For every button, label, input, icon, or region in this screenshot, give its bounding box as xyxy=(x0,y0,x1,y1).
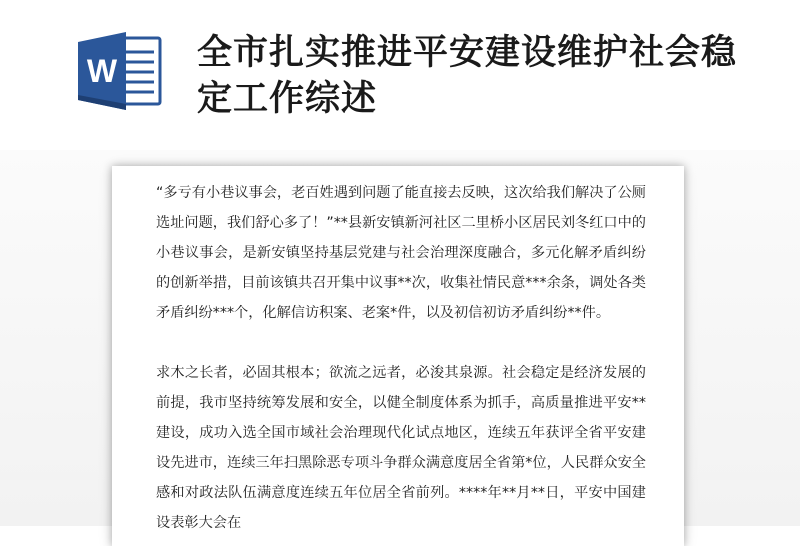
word-icon-letter: W xyxy=(86,53,118,89)
word-document-icon xyxy=(78,32,164,110)
paragraph-1: “多亏有小巷议事会，老百姓遇到问题了能直接去反映，这次给我们解决了公厕选址问题，我们舒心多了！”**县新安镇新河社区二里桥小区居民刘冬红口中的小巷议事会，是新安镇坚持基层党建与社会治理深度融合，多元化解矛盾纠纷的创新举措，目前该镇共召开集中议事**次，收集社情民意***余条，调处各类矛盾纠纷***个，化解信访积案、老案*件，以及初信初访矛盾纠纷**件。 xyxy=(156,185,646,321)
paragraph-2: 求木之长者，必固其根本；欲流之远者，必浚其泉源。社会稳定是经济发展的前提，我市坚持统筹发展和安全，以健全制度体系为抓手，高质量推进平安**建设，成功入选全国市域社会治理现代化试点地区，连续五年获评全省平安建设先进市，连续三年扫黑除恶专项斗争群众满意度居全省第*位，人民群众安全感和对政法队伍满意度连续五年位居全省前列。****年**月**日，平安中国建设表彰大会在 xyxy=(156,365,646,531)
header xyxy=(0,0,800,150)
document-page xyxy=(112,166,684,546)
page-title: 全市扎实推进平安建设维护社会稳定工作综述 xyxy=(197,33,738,119)
